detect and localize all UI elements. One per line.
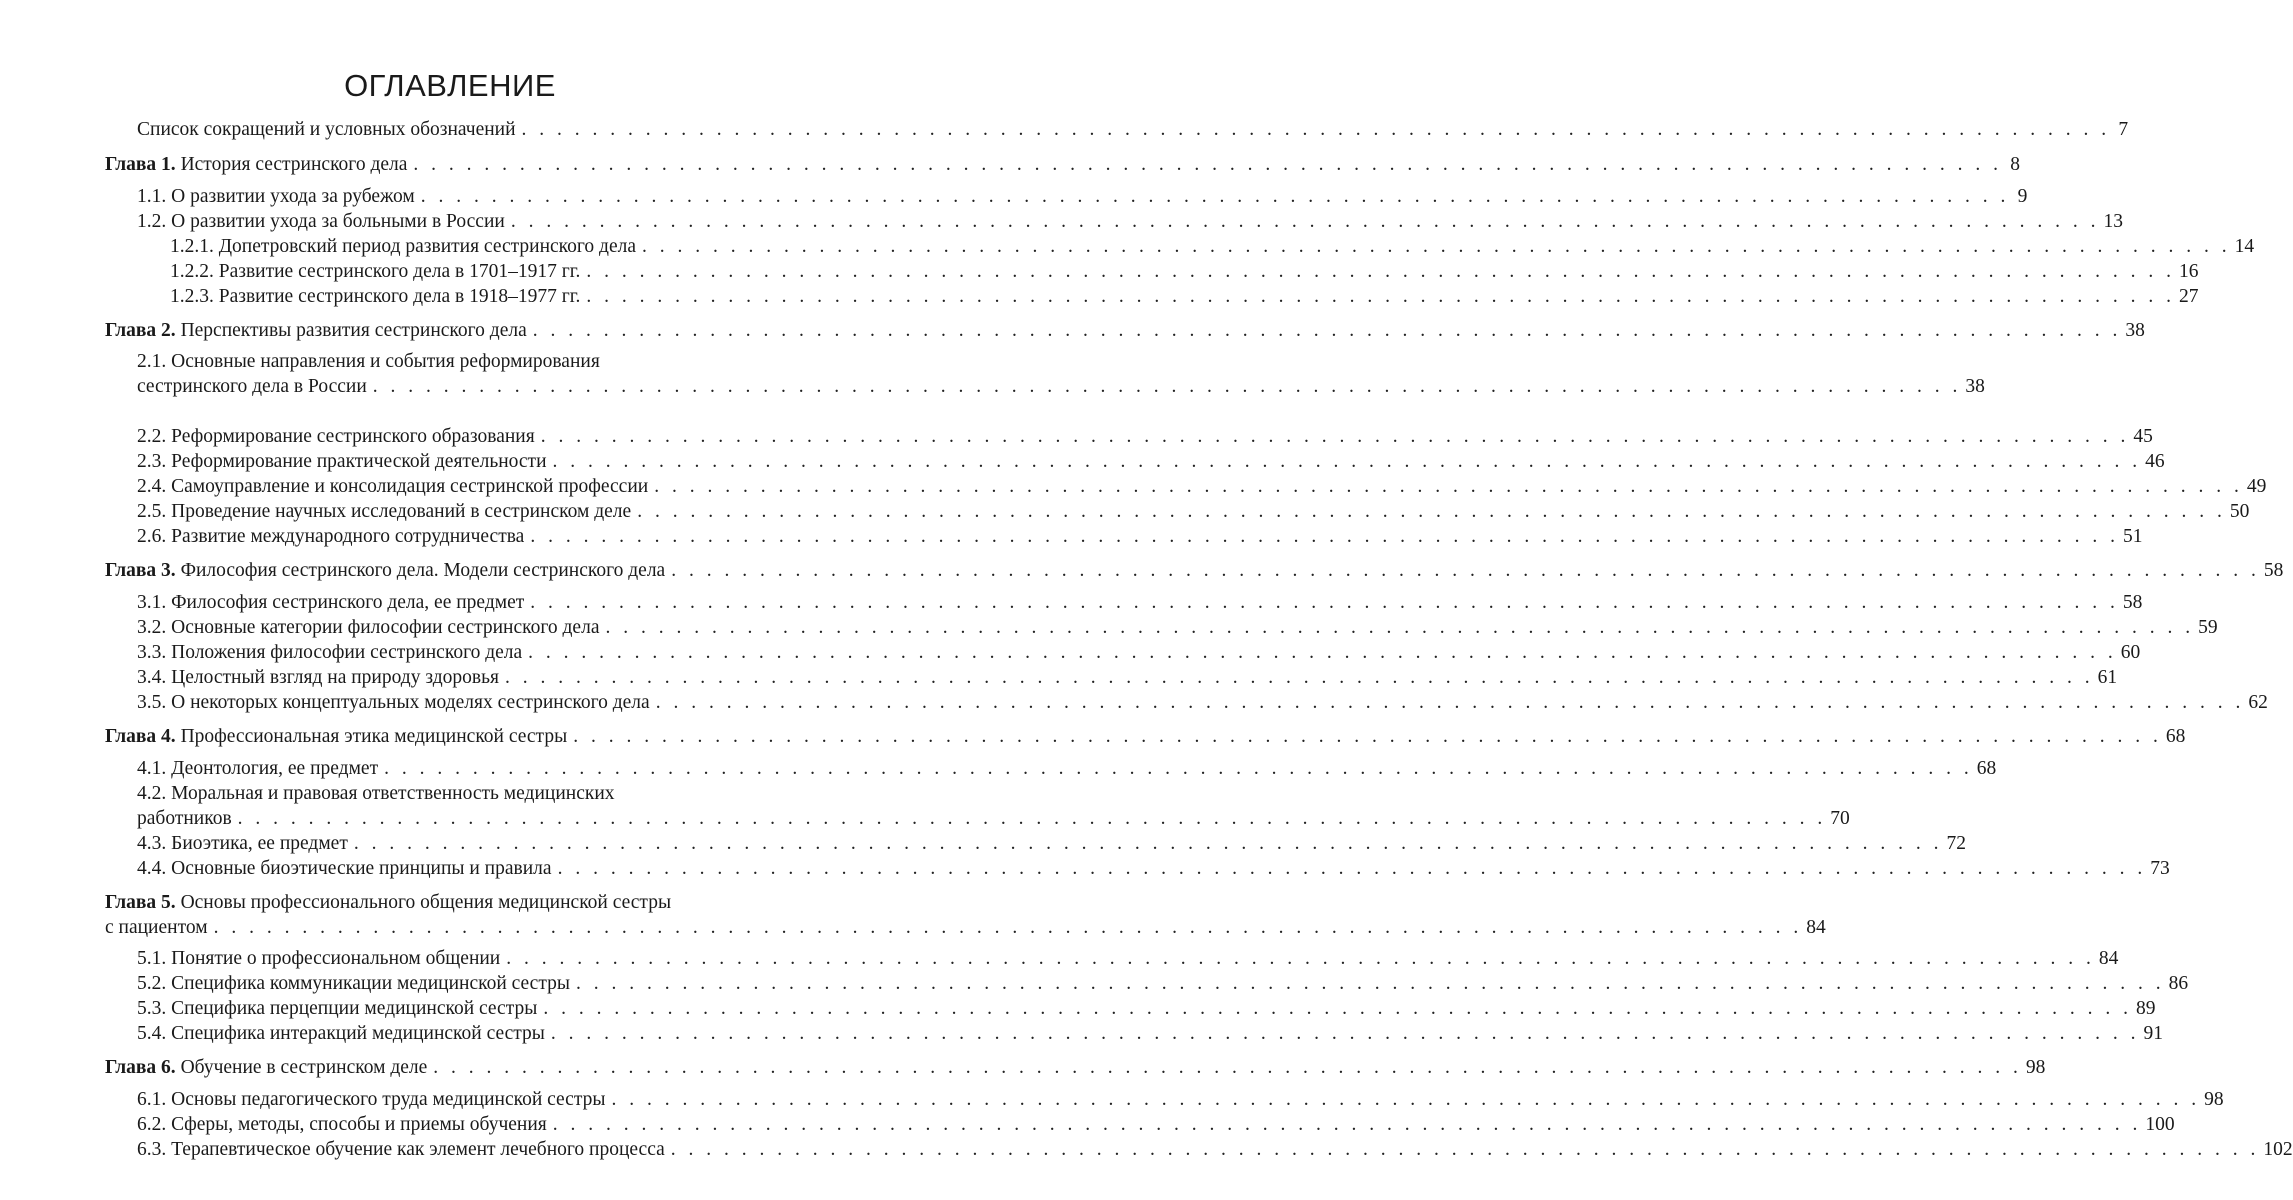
chapter-label: Глава 1. [105, 154, 176, 175]
toc-entry-text: 1.2.3. Развитие сестринского дела в 1918–1977 гг. [170, 286, 581, 307]
page-title: ОГЛАВЛЕНИЕ [344, 68, 556, 103]
toc-entry [137, 499, 2250, 524]
page-number: 61 [2097, 667, 2118, 688]
page-number: 50 [2229, 501, 2250, 522]
toc-entry-text: 1.2. О развитии ухода за больными в России [137, 211, 505, 232]
toc-entry-title [137, 351, 600, 372]
toc-entry-title [137, 1112, 547, 1137]
dot-leader: . . . . . . . . . . . . . . . . . . . . . . . . . . . . . . . . . . . . . . . . . . . . . . . . . . . . . . . . . . . . . . . . . . . . . . . . . . . . . . . . . . . . . . . . . . [237, 808, 1827, 829]
toc-entry-text: 6.1. Основы педагогического труда медицинской сестры [137, 1089, 606, 1110]
toc-entry-title [137, 184, 415, 209]
toc-entry [137, 971, 2189, 996]
dot-leader: . . . . . . . . . . . . . . . . . . . . . . . . . . . . . . . . . . . . . . . . . . . . . . . . . . . . . . . . . . . . . . . . . . . . . . . . . . . . . . . . . . . . . . . . . . [586, 286, 2176, 307]
toc-entry-text: 4.1. Деонтология, ее предмет [137, 758, 379, 779]
dot-leader: . . . . . . . . . . . . . . . . . . . . . . . . . . . . . . . . . . . . . . . . . . . . . . . . . . . . . . . . . . . . . . . . . . . . . . . . . . . . . . . . . . . . . . . . . . [671, 560, 2260, 581]
dot-leader: . . . . . . . . . . . . . . . . . . . . . . . . . . . . . . . . . . . . . . . . . . . . . . . . . . . . . . . . . . . . . . . . . . . . . . . . . . . . . . . . . . . . . . . . . . [372, 376, 1962, 397]
page-number: 68 [2165, 726, 2186, 747]
dot-leader: . . . . . . . . . . . . . . . . . . . . . . . . . . . . . . . . . . . . . . . . . . . . . . . . . . . . . . . . . . . . . . . . . . . . . . . . . . . . . . . . . . . . . . . . . . [552, 1114, 2142, 1135]
chapter-label: Глава 5. [105, 892, 176, 913]
dot-leader: . . . . . . . . . . . . . . . . . . . . . . . . . . . . . . . . . . . . . . . . . . . . . . . . . . . . . . . . . . . . . . . . . . . . . . . . . . . . . . . . . . . . . . . . . . [530, 592, 2119, 613]
toc-entry-title [137, 783, 615, 804]
dot-leader: . . . . . . . . . . . . . . . . . . . . . . . . . . . . . . . . . . . . . . . . . . . . . . . . . . . . . . . . . . . . . . . . . . . . . . . . . . . . . . . . . . . . . . . . . . [586, 261, 2176, 282]
page-number: 46 [2145, 451, 2165, 472]
toc-entry-title [137, 946, 500, 971]
page-number: 60 [2120, 642, 2141, 663]
toc-entry [137, 856, 2170, 881]
toc-entry-title [137, 640, 522, 665]
toc-entry-text: 6.2. Сферы, методы, способы и приемы обучения [137, 1114, 547, 1135]
dot-leader: . . . . . . . . . . . . . . . . . . . . . . . . . . . . . . . . . . . . . . . . . . . . . . . . . . . . . . . . . . . . . . . . . . . . . . . . . . . . . . . . . . . . . . . . . . [521, 119, 2111, 140]
toc-entry-text: 5.2. Специфика коммуникации медицинской сестры [137, 973, 570, 994]
toc-entry-text: 2.1. Основные направления и события реформирования [137, 351, 600, 372]
page-number: 59 [2198, 617, 2218, 638]
page-number: 51 [2122, 526, 2143, 547]
page-number: 89 [2135, 998, 2156, 1019]
toc-entry [137, 1112, 2175, 1137]
toc-entry [137, 424, 2153, 449]
toc-entry-title [137, 209, 505, 234]
toc-entry [170, 284, 2199, 309]
toc-entry [137, 590, 2143, 615]
toc-entry [170, 259, 2199, 284]
toc-entry [137, 690, 2268, 715]
page-number: 9 [2017, 186, 2028, 207]
toc-entry [137, 831, 1966, 856]
toc-entry-text: 4.2. Моральная и правовая ответственность медицинских [137, 783, 615, 804]
toc-entry-title [105, 892, 671, 913]
toc-entry-title [137, 590, 524, 615]
chapter-label: Глава 6. [105, 1057, 176, 1078]
page-number: 8 [2010, 154, 2021, 175]
page-number: 58 [2122, 592, 2143, 613]
toc-entry-text: 5.4. Специфика интеракций медицинской сестры [137, 1023, 545, 1044]
toc-entry-title [137, 499, 631, 524]
dot-leader: . . . . . . . . . . . . . . . . . . . . . . . . . . . . . . . . . . . . . . . . . . . . . . . . . . . . . . . . . . . . . . . . . . . . . . . . . . . . . . . . . . . . . . . . . . [642, 236, 2231, 257]
toc-entry-text: Основы профессионального общения медицинской сестры [175, 892, 672, 913]
toc-entry-text: 1.2.2. Развитие сестринского дела в 1701–1917 гг. [170, 261, 581, 282]
dot-leader: . . . . . . . . . . . . . . . . . . . . . . . . . . . . . . . . . . . . . . . . . . . . . . . . . . . . . . . . . . . . . . . . . . . . . . . . . . . . . . . . . . . . . . . . . . [670, 1139, 2260, 1160]
dot-leader: . . . . . . . . . . . . . . . . . . . . . . . . . . . . . . . . . . . . . . . . . . . . . . . . . . . . . . . . . . . . . . . . . . . . . . . . . . . . . . . . . . . . . . . . . . [504, 667, 2094, 688]
page-number: 7 [2118, 119, 2129, 140]
page-number: 84 [1806, 917, 1826, 938]
page-number: 62 [2248, 692, 2268, 713]
dot-leader: . . . . . . . . . . . . . . . . . . . . . . . . . . . . . . . . . . . . . . . . . . . . . . . . . . . . . . . . . . . . . . . . . . . . . . . . . . . . . . . . . . . . . . . . . . [353, 833, 1943, 854]
dot-leader: . . . . . . . . . . . . . . . . . . . . . . . . . . . . . . . . . . . . . . . . . . . . . . . . . . . . . . . . . . . . . . . . . . . . . . . . . . . . . . . . . . . . . . . . . . [605, 617, 2195, 638]
chapter-label: Глава 2. [105, 320, 176, 341]
toc-entry-text: Обучение в сестринском деле [175, 1057, 428, 1078]
page-number: 68 [1976, 758, 1997, 779]
dot-leader: . . . . . . . . . . . . . . . . . . . . . . . . . . . . . . . . . . . . . . . . . . . . . . . . . . . . . . . . . . . . . . . . . . . . . . . . . . . . . . . . . . . . . . . . . . [413, 154, 2003, 175]
dot-leader: . . . . . . . . . . . . . . . . . . . . . . . . . . . . . . . . . . . . . . . . . . . . . . . . . . . . . . . . . . . . . . . . . . . . . . . . . . . . . . . . . . . . . . . . . . [611, 1089, 2201, 1110]
toc-entry [170, 234, 2255, 259]
page-number: 16 [2179, 261, 2199, 282]
toc-entry-title [170, 259, 580, 284]
page-number: 38 [2125, 320, 2145, 341]
toc-entry-text: Список сокращений и условных обозначений [137, 119, 516, 140]
toc-entry-title [137, 996, 537, 1021]
toc-entry-text: 4.4. Основные биоэтические принципы и правила [137, 858, 552, 879]
toc-entry-text: 1.2.1. Допетровский период развития сестринского дела [170, 236, 636, 257]
toc-entry-first-line [105, 890, 750, 915]
toc-entry-text: 2.4. Самоуправление и консолидация сестринской профессии [137, 476, 649, 497]
dot-leader: . . . . . . . . . . . . . . . . . . . . . . . . . . . . . . . . . . . . . . . . . . . . . . . . . . . . . . . . . . . . . . . . . . . . . . . . . . . . . . . . . . . . . . . . . . [433, 1057, 2022, 1078]
toc-entry-text: 2.3. Реформирование практической деятельности [137, 451, 547, 472]
toc-entry-first-line [137, 349, 750, 374]
toc-entry-text: 4.3. Биоэтика, ее предмет [137, 833, 348, 854]
toc-chapter-entry [105, 152, 2021, 177]
toc-chapter-entry [105, 724, 2186, 749]
dot-leader: . . . . . . . . . . . . . . . . . . . . . . . . . . . . . . . . . . . . . . . . . . . . . . . . . . . . . . . . . . . . . . . . . . . . . . . . . . . . . . . . . . . . . . . . . . [655, 692, 2245, 713]
toc-entry-text: Профессиональная этика медицинской сестры [175, 726, 568, 747]
page-number: 86 [2168, 973, 2189, 994]
dot-leader: . . . . . . . . . . . . . . . . . . . . . . . . . . . . . . . . . . . . . . . . . . . . . . . . . . . . . . . . . . . . . . . . . . . . . . . . . . . . . . . . . . . . . . . . . . [573, 726, 2162, 747]
toc-chapter-entry [105, 558, 2284, 583]
page-number: 27 [2179, 286, 2199, 307]
toc-entry-title [137, 1137, 665, 1162]
toc-entry-text: 1.1. О развитии ухода за рубежом [137, 186, 415, 207]
toc-entry-title [137, 615, 599, 640]
dot-leader: . . . . . . . . . . . . . . . . . . . . . . . . . . . . . . . . . . . . . . . . . . . . . . . . . . . . . . . . . . . . . . . . . . . . . . . . . . . . . . . . . . . . . . . . . . [213, 917, 1803, 938]
dot-leader: . . . . . . . . . . . . . . . . . . . . . . . . . . . . . . . . . . . . . . . . . . . . . . . . . . . . . . . . . . . . . . . . . . . . . . . . . . . . . . . . . . . . . . . . . . [528, 642, 2117, 663]
toc-entry-text: Перспективы развития сестринского дела [175, 320, 527, 341]
toc-entry-text: 6.3. Терапевтическое обучение как элемент лечебного процесса [137, 1139, 665, 1160]
page-number: 72 [1946, 833, 1966, 854]
page-number: 100 [2145, 1114, 2175, 1135]
page-number: 98 [2025, 1057, 2046, 1078]
toc-entry-text-continued: работников [137, 808, 232, 829]
page-number: 70 [1830, 808, 1850, 829]
toc-entry-title [105, 724, 567, 749]
dot-leader: . . . . . . . . . . . . . . . . . . . . . . . . . . . . . . . . . . . . . . . . . . . . . . . . . . . . . . . . . . . . . . . . . . . . . . . . . . . . . . . . . . . . . . . . . . [654, 476, 2243, 497]
toc-entry-second-line [137, 806, 1850, 831]
dot-leader: . . . . . . . . . . . . . . . . . . . . . . . . . . . . . . . . . . . . . . . . . . . . . . . . . . . . . . . . . . . . . . . . . . . . . . . . . . . . . . . . . . . . . . . . . . [557, 858, 2147, 879]
toc-entry [137, 474, 2267, 499]
toc-entry-title [105, 558, 665, 583]
toc-entry-title [137, 424, 535, 449]
toc-entry-text: Философия сестринского дела. Модели сестринского дела [175, 560, 666, 581]
dot-leader: . . . . . . . . . . . . . . . . . . . . . . . . . . . . . . . . . . . . . . . . . . . . . . . . . . . . . . . . . . . . . . . . . . . . . . . . . . . . . . . . . . . . . . . . . . [637, 501, 2226, 522]
toc-entry [137, 524, 2143, 549]
dot-leader: . . . . . . . . . . . . . . . . . . . . . . . . . . . . . . . . . . . . . . . . . . . . . . . . . . . . . . . . . . . . . . . . . . . . . . . . . . . . . . . . . . . . . . . . . . [532, 320, 2122, 341]
toc-entry-text-continued: сестринского дела в России [137, 376, 367, 397]
page-number: 38 [1965, 376, 1985, 397]
toc-entry [137, 665, 2118, 690]
page-number: 84 [2098, 948, 2119, 969]
toc-entry-text: 3.2. Основные категории философии сестринского дела [137, 617, 600, 638]
dot-leader: . . . . . . . . . . . . . . . . . . . . . . . . . . . . . . . . . . . . . . . . . . . . . . . . . . . . . . . . . . . . . . . . . . . . . . . . . . . . . . . . . . . . . . . . . . [530, 526, 2119, 547]
toc-entry-second-line [137, 374, 1985, 399]
toc-entry-text: 3.3. Положения философии сестринского дела [137, 642, 523, 663]
dot-leader: . . . . . . . . . . . . . . . . . . . . . . . . . . . . . . . . . . . . . . . . . . . . . . . . . . . . . . . . . . . . . . . . . . . . . . . . . . . . . . . . . . . . . . . . . . [384, 758, 1973, 779]
dot-leader: . . . . . . . . . . . . . . . . . . . . . . . . . . . . . . . . . . . . . . . . . . . . . . . . . . . . . . . . . . . . . . . . . . . . . . . . . . . . . . . . . . . . . . . . . . [510, 211, 2100, 232]
toc-chapter-entry [105, 890, 1826, 940]
toc-entry-title [137, 831, 348, 856]
dot-leader: . . . . . . . . . . . . . . . . . . . . . . . . . . . . . . . . . . . . . . . . . . . . . . . . . . . . . . . . . . . . . . . . . . . . . . . . . . . . . . . . . . . . . . . . . . [506, 948, 2095, 969]
toc-entry-title [105, 1055, 427, 1080]
toc-entry-title [137, 449, 547, 474]
toc-entry [137, 1021, 2164, 1046]
toc-entry [137, 946, 2119, 971]
toc-entry [137, 349, 1985, 399]
toc-entry-text: 2.2. Реформирование сестринского образования [137, 426, 535, 447]
dot-leader: . . . . . . . . . . . . . . . . . . . . . . . . . . . . . . . . . . . . . . . . . . . . . . . . . . . . . . . . . . . . . . . . . . . . . . . . . . . . . . . . . . . . . . . . . . [552, 451, 2142, 472]
page-number: 91 [2143, 1023, 2164, 1044]
toc-entry [137, 1087, 2224, 1112]
page-number: 102 [2263, 1139, 2293, 1160]
page-number: 13 [2103, 211, 2123, 232]
page-number: 98 [2204, 1089, 2224, 1110]
toc-entry-title [137, 117, 516, 142]
toc-entry-first-line [137, 781, 750, 806]
toc-entry-title [137, 524, 524, 549]
toc-entry-title [137, 1021, 545, 1046]
dot-leader: . . . . . . . . . . . . . . . . . . . . . . . . . . . . . . . . . . . . . . . . . . . . . . . . . . . . . . . . . . . . . . . . . . . . . . . . . . . . . . . . . . . . . . . . . . [540, 426, 2130, 447]
toc-entry-text-continued: с пациентом [105, 917, 208, 938]
toc-entry-title [137, 756, 378, 781]
toc-entry-text: 5.1. Понятие о профессиональном общении [137, 948, 501, 969]
toc-entry [137, 117, 2129, 142]
toc-entry-second-line [105, 915, 1826, 940]
dot-leader: . . . . . . . . . . . . . . . . . . . . . . . . . . . . . . . . . . . . . . . . . . . . . . . . . . . . . . . . . . . . . . . . . . . . . . . . . . . . . . . . . . . . . . . . . . [575, 973, 2165, 994]
toc-entry [137, 449, 2165, 474]
toc-entry [137, 781, 1850, 831]
toc-entry [137, 756, 1997, 781]
toc-entry-title [137, 856, 552, 881]
page-number: 58 [2263, 560, 2284, 581]
toc-entry-text: 3.5. О некоторых концептуальных моделях сестринского дела [137, 692, 650, 713]
toc-entry-title [105, 152, 407, 177]
dot-leader: . . . . . . . . . . . . . . . . . . . . . . . . . . . . . . . . . . . . . . . . . . . . . . . . . . . . . . . . . . . . . . . . . . . . . . . . . . . . . . . . . . . . . . . . . . [550, 1023, 2140, 1044]
toc-entry [137, 1137, 2293, 1162]
toc-entry-title [170, 284, 580, 309]
toc-entry [137, 640, 2141, 665]
page-number: 45 [2133, 426, 2153, 447]
toc-entry-title [137, 665, 499, 690]
page-number: 14 [2234, 236, 2255, 257]
toc-entry-text: История сестринского дела [175, 154, 408, 175]
toc-entry [137, 184, 2028, 209]
dot-leader: . . . . . . . . . . . . . . . . . . . . . . . . . . . . . . . . . . . . . . . . . . . . . . . . . . . . . . . . . . . . . . . . . . . . . . . . . . . . . . . . . . . . . . . . . . [420, 186, 2010, 207]
toc-entry-title [137, 474, 648, 499]
toc-entry-text: 2.6. Развитие международного сотрудничества [137, 526, 525, 547]
toc-chapter-entry [105, 1055, 2046, 1080]
toc-entry [137, 615, 2218, 640]
toc-entry-title [137, 1087, 605, 1112]
toc-entry-title [137, 690, 650, 715]
toc-entry [137, 996, 2156, 1021]
toc-entry-title [137, 971, 570, 996]
toc-entry-text: 5.3. Специфика перцепции медицинской сестры [137, 998, 538, 1019]
page-number: 73 [2150, 858, 2170, 879]
toc-entry-title [105, 318, 527, 343]
chapter-label: Глава 3. [105, 560, 176, 581]
dot-leader: . . . . . . . . . . . . . . . . . . . . . . . . . . . . . . . . . . . . . . . . . . . . . . . . . . . . . . . . . . . . . . . . . . . . . . . . . . . . . . . . . . . . . . . . . . [543, 998, 2132, 1019]
page-number: 49 [2246, 476, 2267, 497]
toc-entry-text: 3.1. Философия сестринского дела, ее предмет [137, 592, 525, 613]
toc-entry [137, 209, 2123, 234]
toc-entry-text: 2.5. Проведение научных исследований в сестринском деле [137, 501, 632, 522]
toc-entry-text: 3.4. Целостный взгляд на природу здоровья [137, 667, 499, 688]
toc-entry-title [170, 234, 636, 259]
toc-chapter-entry [105, 318, 2145, 343]
chapter-label: Глава 4. [105, 726, 176, 747]
